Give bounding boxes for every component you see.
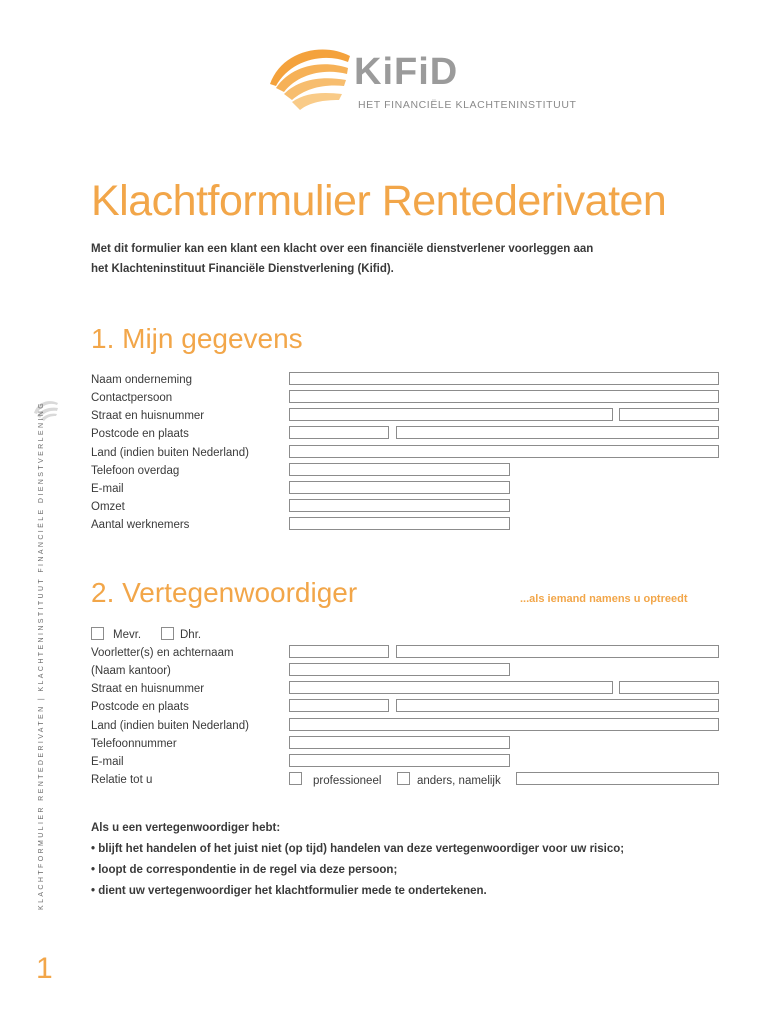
label-postcode-plaats-2: Postcode en plaats [91, 701, 189, 713]
voorletters-input[interactable] [289, 645, 389, 658]
intro-text [91, 239, 711, 279]
notes-heading: Als u een vertegenwoordiger hebt: [91, 822, 281, 834]
section-heading-vertegenwoordiger: 2. Vertegenwoordiger [91, 577, 358, 608]
dhr-checkbox[interactable] [161, 627, 174, 640]
sidebar-vertical-text: KLACHTFORMULIER RENTEDERIVATEN | KLACHTENINSTITUUT FINANCIËLE DIENSTVERLENING [38, 400, 45, 910]
intro-line: het Klachteninstituut Financiële Dienstverlening (Kifid). [91, 263, 394, 275]
plaats-input-2[interactable] [396, 699, 719, 712]
label-naam-kantoor: (Naam kantoor) [91, 665, 171, 677]
postcode-input-2[interactable] [289, 699, 389, 712]
naam-onderneming-input[interactable] [289, 372, 719, 385]
achternaam-input[interactable] [396, 645, 719, 658]
list-item: • blijft het handelen of het juist niet (op tijd) handelen van deze vertegenwoordiger voor uw risico; [91, 843, 625, 855]
label-aantal-werknemers: Aantal werknemers [91, 519, 190, 531]
section-heading-mijn-gegevens: 1. Mijn gegevens [91, 323, 303, 354]
telefoon-overdag-input[interactable] [289, 463, 510, 476]
label-omzet: Omzet [91, 501, 125, 513]
omzet-input[interactable] [289, 499, 510, 512]
mevr-label: Mevr. [113, 629, 142, 641]
straat-input[interactable] [289, 408, 613, 421]
land-input-2[interactable] [289, 718, 719, 731]
intro-line: Met dit formulier kan een klant een klacht over een financiële dienstverlener voorleggen aan [91, 243, 594, 255]
label-telefoonnummer: Telefoonnummer [91, 738, 177, 750]
representative-notes [91, 818, 624, 902]
label-contactpersoon: Contactpersoon [91, 392, 173, 404]
telefoonnummer-input[interactable] [289, 736, 510, 749]
huisnummer-input[interactable] [619, 408, 719, 421]
label-relatie-tot-u: Relatie tot u [91, 774, 153, 786]
huisnummer-input-2[interactable] [619, 681, 719, 694]
email-input[interactable] [289, 481, 510, 494]
mevr-checkbox[interactable] [91, 627, 104, 640]
notes-list [91, 839, 624, 902]
anders-label: anders, namelijk [417, 775, 501, 787]
aantal-werknemers-input[interactable] [289, 517, 510, 530]
list-item: • dient uw vertegenwoordiger het klachtformulier mede te ondertekenen. [91, 885, 487, 897]
label-email: E-mail [91, 483, 124, 495]
label-postcode-plaats: Postcode en plaats [91, 428, 189, 440]
plaats-input[interactable] [396, 426, 719, 439]
label-email-2: E-mail [91, 756, 124, 768]
land-input[interactable] [289, 445, 719, 458]
label-land: Land (indien buiten Nederland) [91, 447, 249, 459]
dhr-label: Dhr. [180, 629, 202, 641]
naam-kantoor-input[interactable] [289, 663, 510, 676]
professioneel-label: professioneel [313, 775, 382, 787]
contactpersoon-input[interactable] [289, 390, 719, 403]
logo-wordmark: KiFiD [354, 51, 459, 93]
list-item: • loopt de correspondentie in de regel via deze persoon; [91, 864, 398, 876]
label-voorletters-achternaam: Voorletter(s) en achternaam [91, 647, 234, 659]
page-number: 1 [36, 952, 53, 985]
straat-input-2[interactable] [289, 681, 613, 694]
label-straat-huisnummer: Straat en huisnummer [91, 410, 205, 422]
logo-subtitle: HET FINANCIËLE KLACHTENINSTITUUT [358, 99, 577, 111]
section-note: ...als iemand namens u optreedt [520, 593, 688, 605]
kifid-logo-icon [262, 42, 352, 112]
professioneel-checkbox[interactable] [289, 772, 302, 785]
label-straat-huisnummer-2: Straat en huisnummer [91, 683, 205, 695]
label-telefoon-overdag: Telefoon overdag [91, 465, 180, 477]
anders-namelijk-input[interactable] [516, 772, 719, 785]
email-input-2[interactable] [289, 754, 510, 767]
label-land-2: Land (indien buiten Nederland) [91, 720, 249, 732]
sidebar-logo-icon [32, 397, 60, 421]
postcode-input[interactable] [289, 426, 389, 439]
anders-checkbox[interactable] [397, 772, 410, 785]
page-title: Klachtformulier Rentederivaten [91, 177, 667, 225]
label-naam-onderneming: Naam onderneming [91, 374, 193, 386]
